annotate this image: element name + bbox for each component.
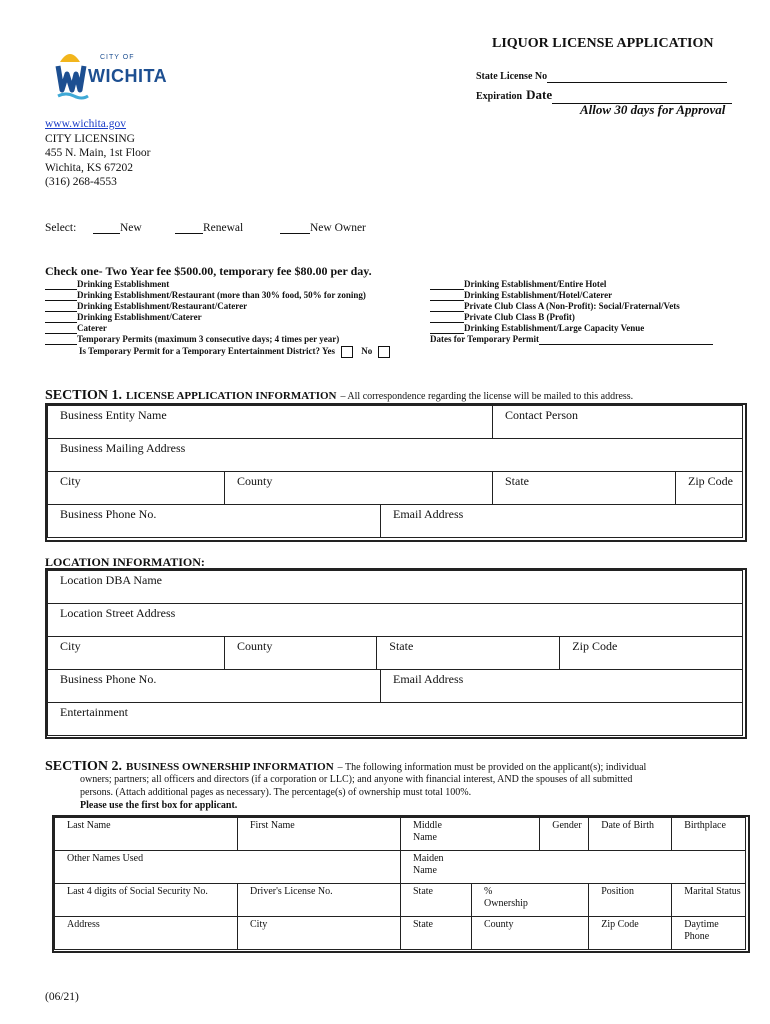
select-renewal-blank[interactable] (175, 223, 203, 234)
state-license-input[interactable] (547, 71, 727, 83)
temp-district-yes-checkbox[interactable] (341, 346, 353, 358)
section1-contact-table (47, 504, 743, 538)
section1-note: – All correspondence regarding the license will be mailed to this address. (340, 391, 634, 402)
other-names-field[interactable] (55, 851, 401, 884)
check-item-drinking-establishment[interactable] (45, 279, 390, 290)
check-item-label: Caterer (77, 323, 107, 333)
gender-field[interactable] (540, 818, 589, 851)
temp-dates-input[interactable] (539, 335, 713, 345)
dept-name: CITY LICENSING (45, 132, 135, 145)
middle-name-label: Middle (413, 820, 442, 831)
check-item-de-caterer[interactable] (45, 312, 390, 323)
check-blank[interactable] (45, 302, 77, 312)
check-item-private-club-b[interactable] (430, 312, 713, 323)
check-item-label: Drinking Establishment (77, 279, 170, 289)
owner-address-field[interactable] (55, 917, 238, 950)
dob-label: Date of Birth (601, 820, 654, 831)
owner-zip-field[interactable] (589, 917, 672, 950)
street-address: 455 N. Main, 1st Floor (45, 147, 151, 159)
zip-field[interactable] (676, 472, 743, 505)
state-license-row (476, 71, 727, 83)
contact-person-label: Contact Person (505, 408, 578, 422)
check-item-private-club-a[interactable] (430, 301, 713, 312)
dob-field[interactable] (589, 818, 672, 851)
check-blank[interactable] (45, 280, 77, 290)
temp-district-question: Is Temporary Permit for a Temporary Entertainment District? (79, 346, 321, 357)
contact-person-field[interactable] (493, 406, 743, 439)
select-new-owner[interactable] (280, 222, 366, 234)
city-label: City (60, 474, 81, 488)
dba-label: Location DBA Name (60, 573, 162, 587)
zip-label: Zip Code (688, 474, 733, 488)
section1-table (47, 405, 743, 505)
business-entity-label: Business Entity Name (60, 408, 167, 422)
temp-district-row (45, 346, 390, 358)
check-item-label: Drinking Establishment/Large Capacity Venue (464, 323, 645, 333)
section2-first-box: Please use the first box for applicant. (80, 800, 238, 811)
date-label: Date (526, 87, 553, 102)
state-label: State (505, 474, 529, 488)
expiration-label: Expiration (476, 91, 523, 102)
mailing-address-label: Business Mailing Address (60, 441, 186, 455)
gender-label: Gender (552, 820, 582, 831)
section2-title: BUSINESS OWNERSHIP INFORMATION (126, 761, 334, 773)
entertainment-field[interactable] (48, 703, 743, 736)
check-item-caterer[interactable] (45, 323, 390, 334)
check-blank[interactable] (430, 291, 464, 301)
check-blank[interactable] (45, 291, 77, 301)
check-blank[interactable] (45, 324, 77, 334)
email-label: Email Address (393, 507, 464, 521)
first-name-field[interactable] (238, 818, 401, 851)
approval-note: Allow 30 days for Approval (580, 102, 726, 117)
temp-district-yes-label: Yes (321, 346, 335, 357)
position-field[interactable] (589, 884, 672, 917)
ownership-pct-label: % (484, 886, 493, 897)
county-label: County (237, 474, 273, 488)
owner-county-field[interactable] (472, 917, 589, 950)
address-block (45, 117, 150, 190)
temp-dates-label: Dates for Temporary Permit (430, 334, 540, 344)
select-new-label: New (120, 222, 142, 234)
dept-phone: (316) 268-4553 (45, 176, 117, 188)
select-row (45, 222, 745, 234)
check-right-list (430, 279, 713, 345)
location-contact-table (47, 669, 743, 736)
state-license-label: State License No (476, 71, 548, 82)
check-blank[interactable] (45, 335, 77, 345)
location-county-label: County (237, 639, 273, 653)
birthplace-label: Birthplace (684, 820, 726, 831)
dl-field[interactable] (238, 884, 401, 917)
owner-phone-field[interactable] (672, 917, 746, 950)
check-left-list (45, 279, 390, 358)
temp-dates-row (430, 334, 713, 345)
check-item-de-restaurant-caterer[interactable] (45, 301, 390, 312)
website-link[interactable]: www.wichita.gov (45, 118, 127, 130)
dl-state-label: State (413, 886, 433, 897)
check-blank[interactable] (45, 313, 77, 323)
location-table (47, 570, 743, 670)
other-names-label: Other Names Used (67, 853, 144, 864)
ssn-label: Last 4 digits of Social Security No. (67, 886, 208, 897)
section2-note2: owners; partners; all officers and directors (if a corporation or LLC); and anyone with financial interest, AND the spouses of all submitted (80, 774, 633, 785)
section2-note3: persons. (Attach additional pages as necessary). The percentage(s) of ownership must total 100%. (80, 787, 472, 798)
ownership-pct-field[interactable] (472, 884, 589, 917)
owner-state-field[interactable] (401, 917, 472, 950)
business-phone-label: Business Phone No. (60, 507, 157, 521)
check-blank[interactable] (430, 302, 464, 312)
revision-date: (06/21) (45, 991, 79, 1003)
temp-district-no-label: No (361, 346, 373, 357)
select-new[interactable] (93, 222, 142, 234)
section2-number: SECTION 2. (45, 759, 123, 774)
location-heading: LOCATION INFORMATION: (45, 555, 205, 569)
section1-number: SECTION 1. (45, 388, 123, 403)
check-blank[interactable] (430, 313, 464, 323)
location-zip-label: Zip Code (572, 639, 618, 653)
form-title: LIQUOR LICENSE APPLICATION (492, 36, 714, 51)
owner-address-label: Address (67, 919, 100, 930)
logo-wichita: WICHITA (88, 66, 168, 86)
business-phone-field[interactable] (48, 505, 381, 538)
select-renewal-label: Renewal (203, 222, 244, 234)
last-name-label: Last Name (67, 820, 111, 831)
ssn-field[interactable] (55, 884, 238, 917)
check-blank[interactable] (430, 324, 464, 334)
first-name-label: First Name (250, 820, 295, 831)
location-state-field[interactable] (377, 637, 560, 670)
select-new-owner-blank[interactable] (280, 223, 310, 234)
section2-note1: – The following information must be provided on the applicant(s); individual (337, 762, 647, 773)
section1-heading (45, 386, 633, 404)
check-item-label: Private Club Class A (Non-Profit): Social/Fraternal/Vets (464, 301, 680, 311)
location-city-field[interactable] (48, 637, 225, 670)
birthplace-field[interactable] (672, 818, 746, 851)
owner-city-field[interactable] (238, 917, 401, 950)
check-blank[interactable] (430, 280, 464, 290)
logo-city-of: CITY OF (100, 54, 135, 61)
check-item-label: Private Club Class B (Profit) (464, 312, 575, 322)
location-email-label: Email Address (393, 672, 464, 686)
owner-zip-label: Zip Code (601, 919, 639, 930)
city-field[interactable] (48, 472, 225, 505)
owner-phone-label: Daytime Phone (684, 919, 719, 942)
maiden-name-label-2: Name (413, 865, 437, 876)
location-phone-label: Business Phone No. (60, 672, 157, 686)
check-item-large-venue[interactable] (430, 323, 713, 334)
city-logo (54, 44, 174, 104)
email-field[interactable] (381, 505, 743, 538)
middle-name-field[interactable] (401, 818, 540, 851)
check-item-de-restaurant[interactable] (45, 290, 390, 301)
marital-label: Marital Status (684, 886, 741, 897)
last-name-field[interactable] (55, 818, 238, 851)
location-phone-field[interactable] (48, 670, 381, 703)
check-item-temporary-permits[interactable] (45, 334, 390, 345)
check-heading: Check one- Two Year fee $500.00, temporary fee $80.00 per day. (45, 264, 372, 278)
location-state-label: State (389, 639, 414, 653)
owner-county-label: County (484, 919, 514, 930)
position-label: Position (601, 886, 635, 897)
city-state-zip: Wichita, KS 67202 (45, 161, 134, 174)
location-street-label: Location Street Address (60, 606, 176, 620)
business-entity-field[interactable] (48, 406, 493, 439)
location-email-field[interactable] (381, 670, 743, 703)
mailing-address-field[interactable] (48, 439, 743, 472)
entertainment-label: Entertainment (60, 705, 128, 719)
check-item-label: Temporary Permits (maximum 3 consecutive days; 4 times per year) (77, 334, 340, 344)
check-item-label: Drinking Establishment/Hotel/Caterer (464, 290, 613, 300)
owner-state-label: State (413, 919, 433, 930)
check-item-label: Drinking Establishment/Restaurant/Caterer (77, 301, 248, 311)
middle-name-label-2: Name (413, 832, 437, 843)
location-county-field[interactable] (225, 637, 377, 670)
check-item-label: Drinking Establishment/Caterer (77, 312, 202, 322)
select-new-blank[interactable] (93, 223, 120, 234)
check-item-label: Drinking Establishment/Entire Hotel (464, 279, 607, 289)
section2-notes (80, 773, 632, 812)
select-new-owner-label: New Owner (310, 222, 366, 234)
owner-city-label: City (250, 919, 268, 930)
state-field[interactable] (493, 472, 676, 505)
dl-label: Driver's License No. (250, 886, 333, 897)
location-zip-field[interactable] (560, 637, 743, 670)
maiden-name-label: Maiden (413, 853, 444, 864)
ownership-pct-label-2: Ownership (484, 898, 528, 909)
location-street-field[interactable] (48, 604, 743, 637)
check-item-entire-hotel[interactable] (430, 279, 713, 290)
section1-title: LICENSE APPLICATION INFORMATION (126, 390, 337, 402)
temp-district-no-checkbox[interactable] (378, 346, 390, 358)
location-city-label: City (60, 639, 81, 653)
ownership-table (54, 817, 746, 950)
maiden-name-field[interactable] (401, 851, 746, 884)
county-field[interactable] (225, 472, 493, 505)
select-label: Select: (45, 222, 77, 234)
check-item-label: Drinking Establishment/Restaurant (more than 30% food, 50% for zoning) (77, 290, 366, 300)
dl-state-field[interactable] (401, 884, 472, 917)
dba-field[interactable] (48, 571, 743, 604)
marital-field[interactable] (672, 884, 746, 917)
select-renewal[interactable] (175, 222, 243, 234)
check-item-hotel-caterer[interactable] (430, 290, 713, 301)
